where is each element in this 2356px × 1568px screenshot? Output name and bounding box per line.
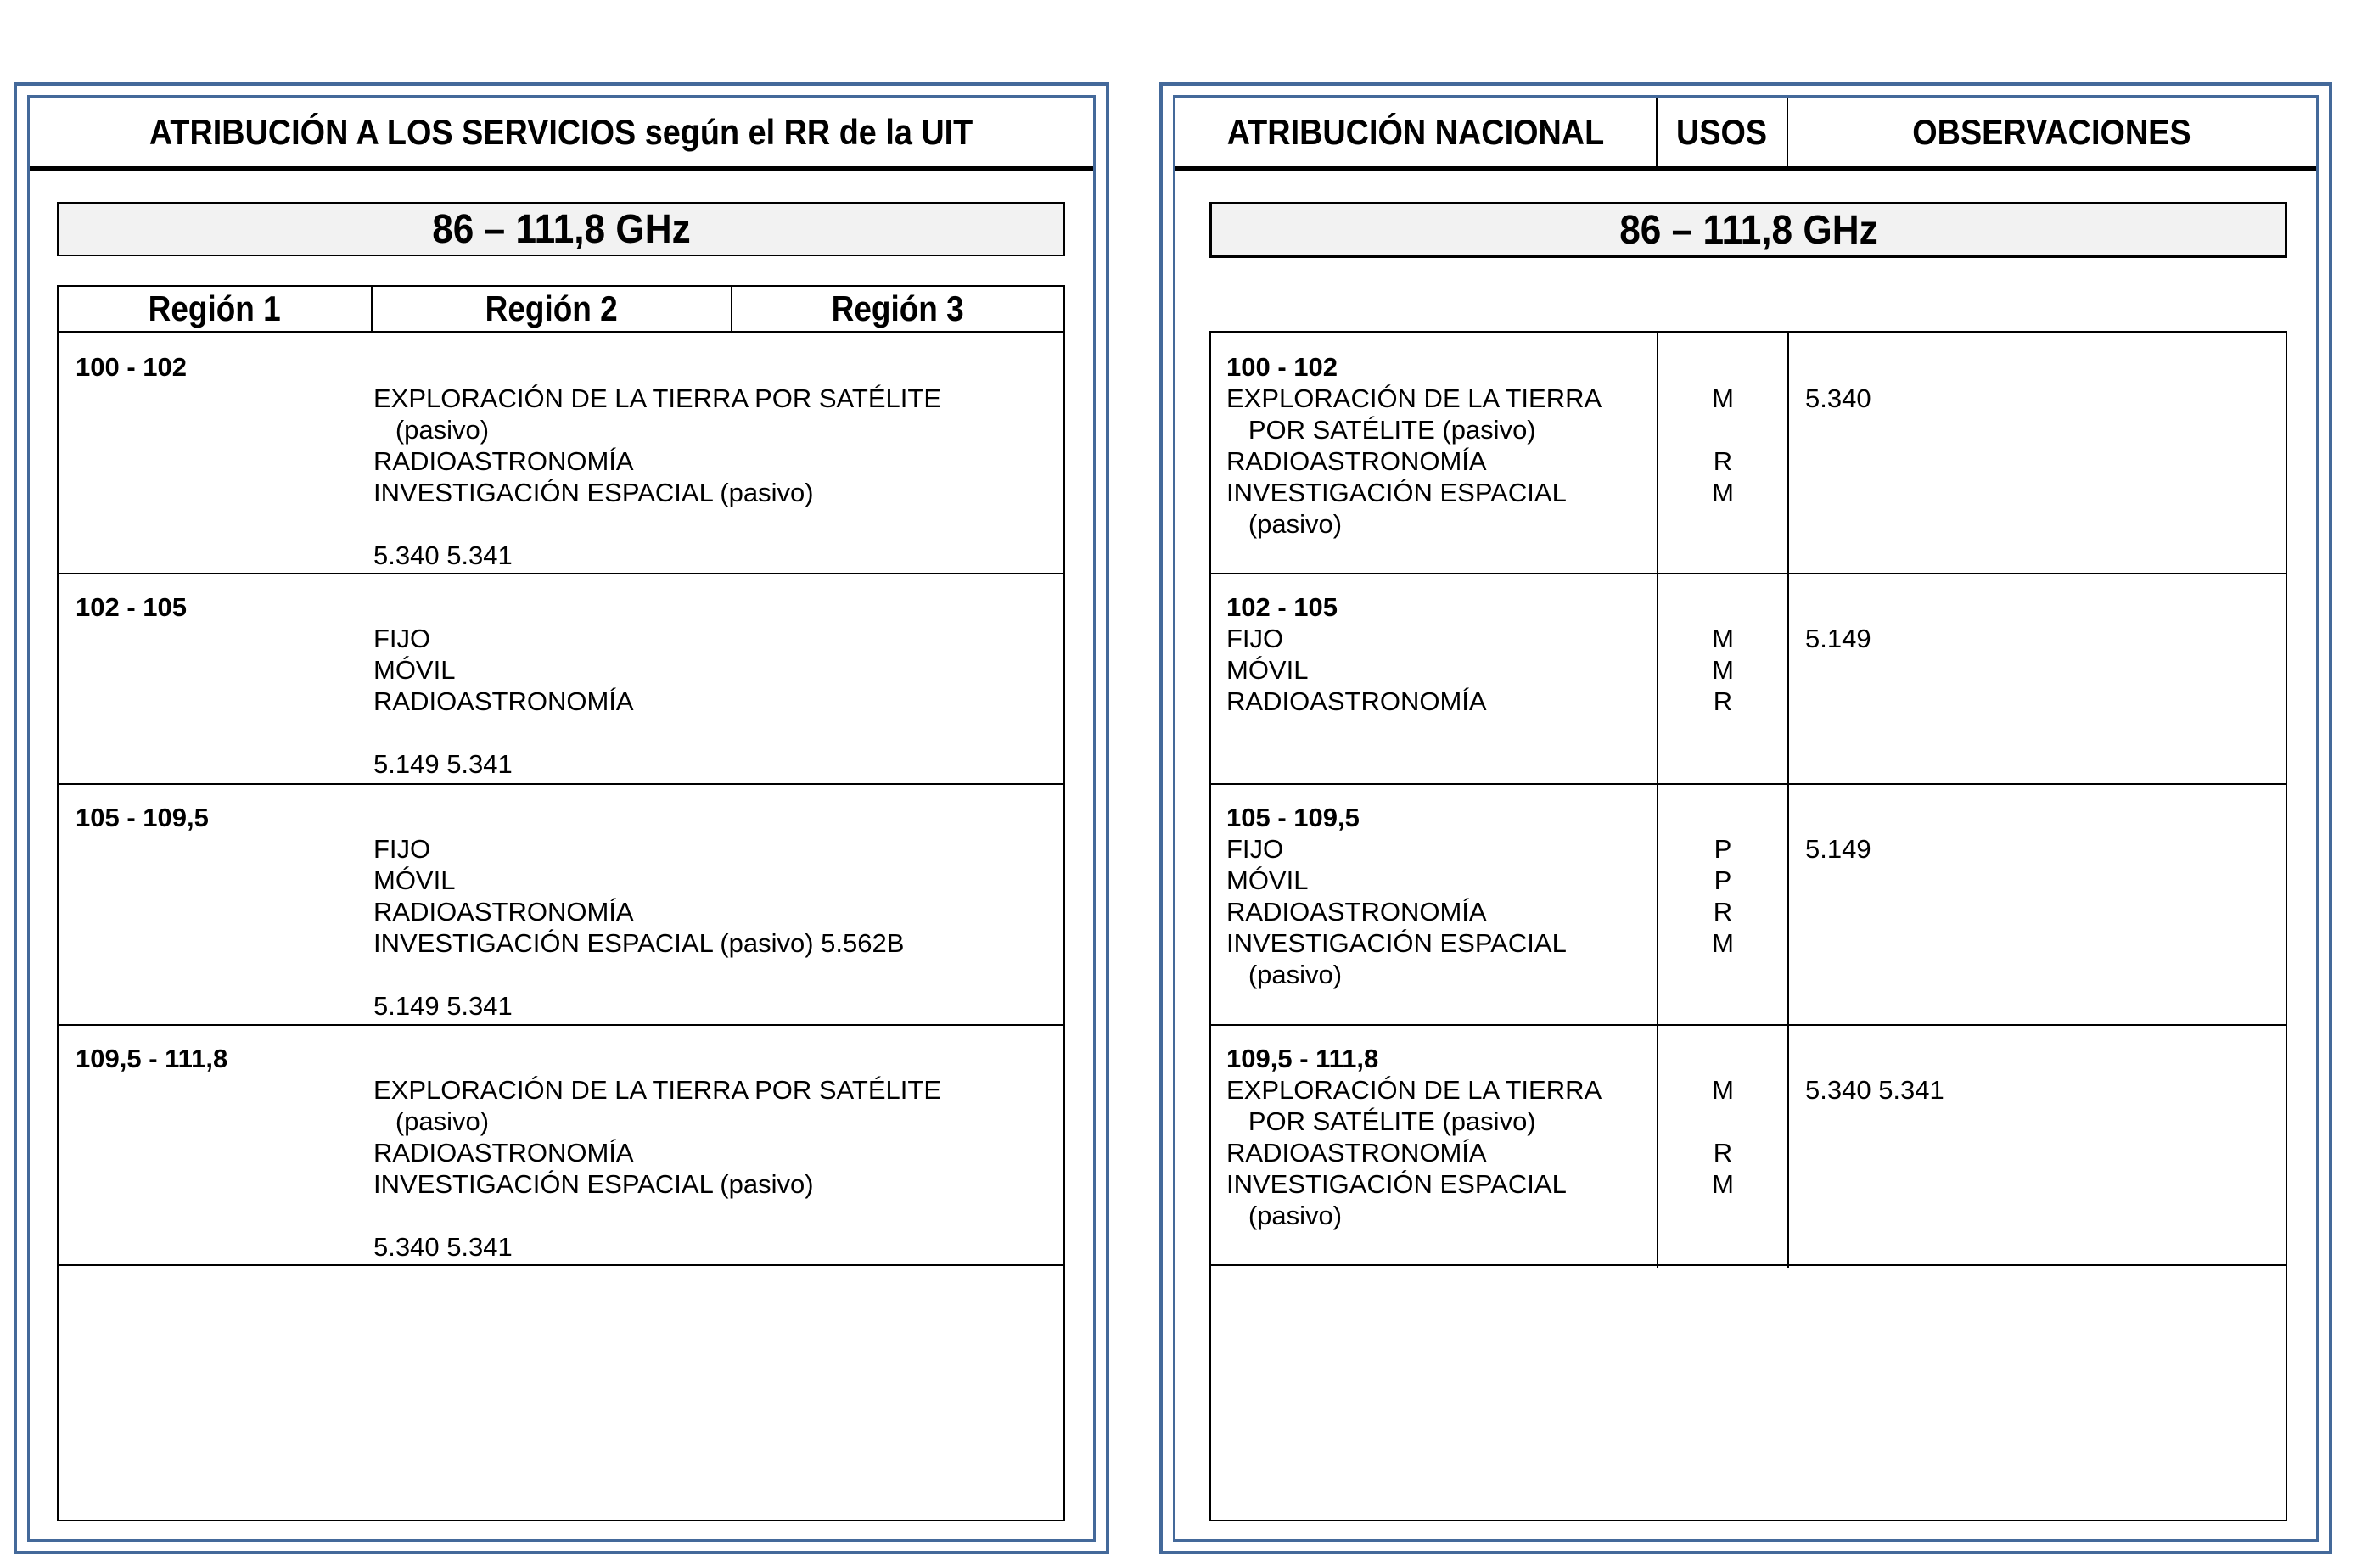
region-2-header: Región 2 <box>373 287 732 331</box>
table-row <box>59 1024 1063 1266</box>
service-line: INVESTIGACIÓN ESPACIAL (pasivo) 5.562B <box>373 928 905 958</box>
service-line: 5.149 5.341 <box>373 749 513 779</box>
service-line: 5.149 5.341 <box>373 991 513 1021</box>
service-line: RADIOASTRONOMÍA <box>1226 686 1487 716</box>
service-line: 5.340 5.341 <box>373 540 513 570</box>
service-line: EXPLORACIÓN DE LA TIERRA POR SATÉLITE <box>373 1075 941 1105</box>
service-line: RADIOASTRONOMÍA <box>1226 1138 1487 1168</box>
frequency-range: 105 - 109,5 <box>1226 803 1360 832</box>
observation-note: 5.340 5.341 <box>1805 1075 1944 1105</box>
table-row <box>1211 783 2286 1026</box>
service-line: FIJO <box>1226 834 1284 864</box>
service-line: MÓVIL <box>373 865 456 895</box>
table-row <box>1211 1024 2286 1266</box>
national-allocation-header <box>1175 98 2316 171</box>
uso-code: M <box>1712 384 1734 413</box>
region-header-row <box>57 285 1065 333</box>
frequency-range: 102 - 105 <box>1226 592 1338 622</box>
itu-allocation-title: ATRIBUCIÓN A LOS SERVICIOS según el RR de la UIT <box>149 111 973 152</box>
table-row <box>1211 333 2286 574</box>
service-line: INVESTIGACIÓN ESPACIAL (pasivo) <box>373 1169 814 1199</box>
service-line: RADIOASTRONOMÍA <box>373 446 634 476</box>
service-line: FIJO <box>373 624 431 653</box>
table-row <box>59 783 1063 1026</box>
table-row <box>59 333 1063 574</box>
col-header-national: ATRIBUCIÓN NACIONAL <box>1175 98 1658 166</box>
service-line: POR SATÉLITE (pasivo) <box>1226 1106 1536 1136</box>
service-line: (pasivo) <box>373 1106 490 1136</box>
table-row <box>1211 573 2286 785</box>
uso-code: M <box>1712 1169 1734 1199</box>
service-line: INVESTIGACIÓN ESPACIAL <box>1226 1169 1567 1199</box>
service-line: (pasivo) <box>1226 1201 1343 1230</box>
frequency-range: 109,5 - 111,8 <box>76 1044 228 1073</box>
uso-code: M <box>1712 928 1734 958</box>
service-line: (pasivo) <box>1226 509 1343 539</box>
service-line: FIJO <box>373 834 431 864</box>
observation-note: 5.149 <box>1805 834 1871 864</box>
uso-code: M <box>1712 1075 1734 1105</box>
service-line: RADIOASTRONOMÍA <box>1226 446 1487 476</box>
service-line: RADIOASTRONOMÍA <box>373 686 634 716</box>
frequency-range: 100 - 102 <box>1226 352 1338 382</box>
uso-code: M <box>1712 655 1734 685</box>
right-frequency-band: 86 – 111,8 GHz <box>1209 202 2287 258</box>
service-line: EXPLORACIÓN DE LA TIERRA POR SATÉLITE <box>373 384 941 413</box>
observation-note: 5.149 <box>1805 624 1871 653</box>
service-line: 5.340 5.341 <box>373 1232 513 1262</box>
service-line: (pasivo) <box>1226 960 1343 989</box>
uso-code: R <box>1713 686 1733 716</box>
service-line: INVESTIGACIÓN ESPACIAL (pasivo) <box>373 478 814 507</box>
service-line: MÓVIL <box>1226 655 1309 685</box>
uso-code: R <box>1713 446 1733 476</box>
service-line: INVESTIGACIÓN ESPACIAL <box>1226 478 1567 507</box>
frequency-range: 100 - 102 <box>76 352 187 382</box>
service-line: MÓVIL <box>1226 865 1309 895</box>
service-line: MÓVIL <box>373 655 456 685</box>
uso-code: R <box>1713 897 1733 927</box>
table-row <box>59 573 1063 785</box>
frequency-range: 102 - 105 <box>76 592 187 622</box>
frequency-range: 109,5 - 111,8 <box>1226 1044 1379 1073</box>
uso-code: P <box>1714 834 1732 864</box>
service-line: RADIOASTRONOMÍA <box>373 897 634 927</box>
col-header-usos: USOS <box>1658 98 1788 166</box>
region-1-header: Región 1 <box>59 287 373 331</box>
service-line: (pasivo) <box>373 415 490 445</box>
national-allocation-table <box>1209 331 2287 1521</box>
service-line: POR SATÉLITE (pasivo) <box>1226 415 1536 445</box>
observation-note: 5.340 <box>1805 384 1871 413</box>
itu-allocation-table <box>57 331 1065 1521</box>
uso-code: R <box>1713 1138 1733 1168</box>
service-line: FIJO <box>1226 624 1284 653</box>
service-line: INVESTIGACIÓN ESPACIAL <box>1226 928 1567 958</box>
uso-code: M <box>1712 624 1734 653</box>
service-line: RADIOASTRONOMÍA <box>373 1138 634 1168</box>
itu-allocation-header <box>30 98 1093 171</box>
uso-code: M <box>1712 478 1734 507</box>
uso-code: P <box>1714 865 1732 895</box>
frequency-range: 105 - 109,5 <box>76 803 209 832</box>
region-3-header: Región 3 <box>831 288 965 328</box>
col-header-observaciones: OBSERVACIONES <box>1911 111 2191 152</box>
service-line: EXPLORACIÓN DE LA TIERRA <box>1226 384 1602 413</box>
service-line: RADIOASTRONOMÍA <box>1226 897 1487 927</box>
service-line: EXPLORACIÓN DE LA TIERRA <box>1226 1075 1602 1105</box>
left-frequency-band: 86 – 111,8 GHz <box>57 202 1065 256</box>
